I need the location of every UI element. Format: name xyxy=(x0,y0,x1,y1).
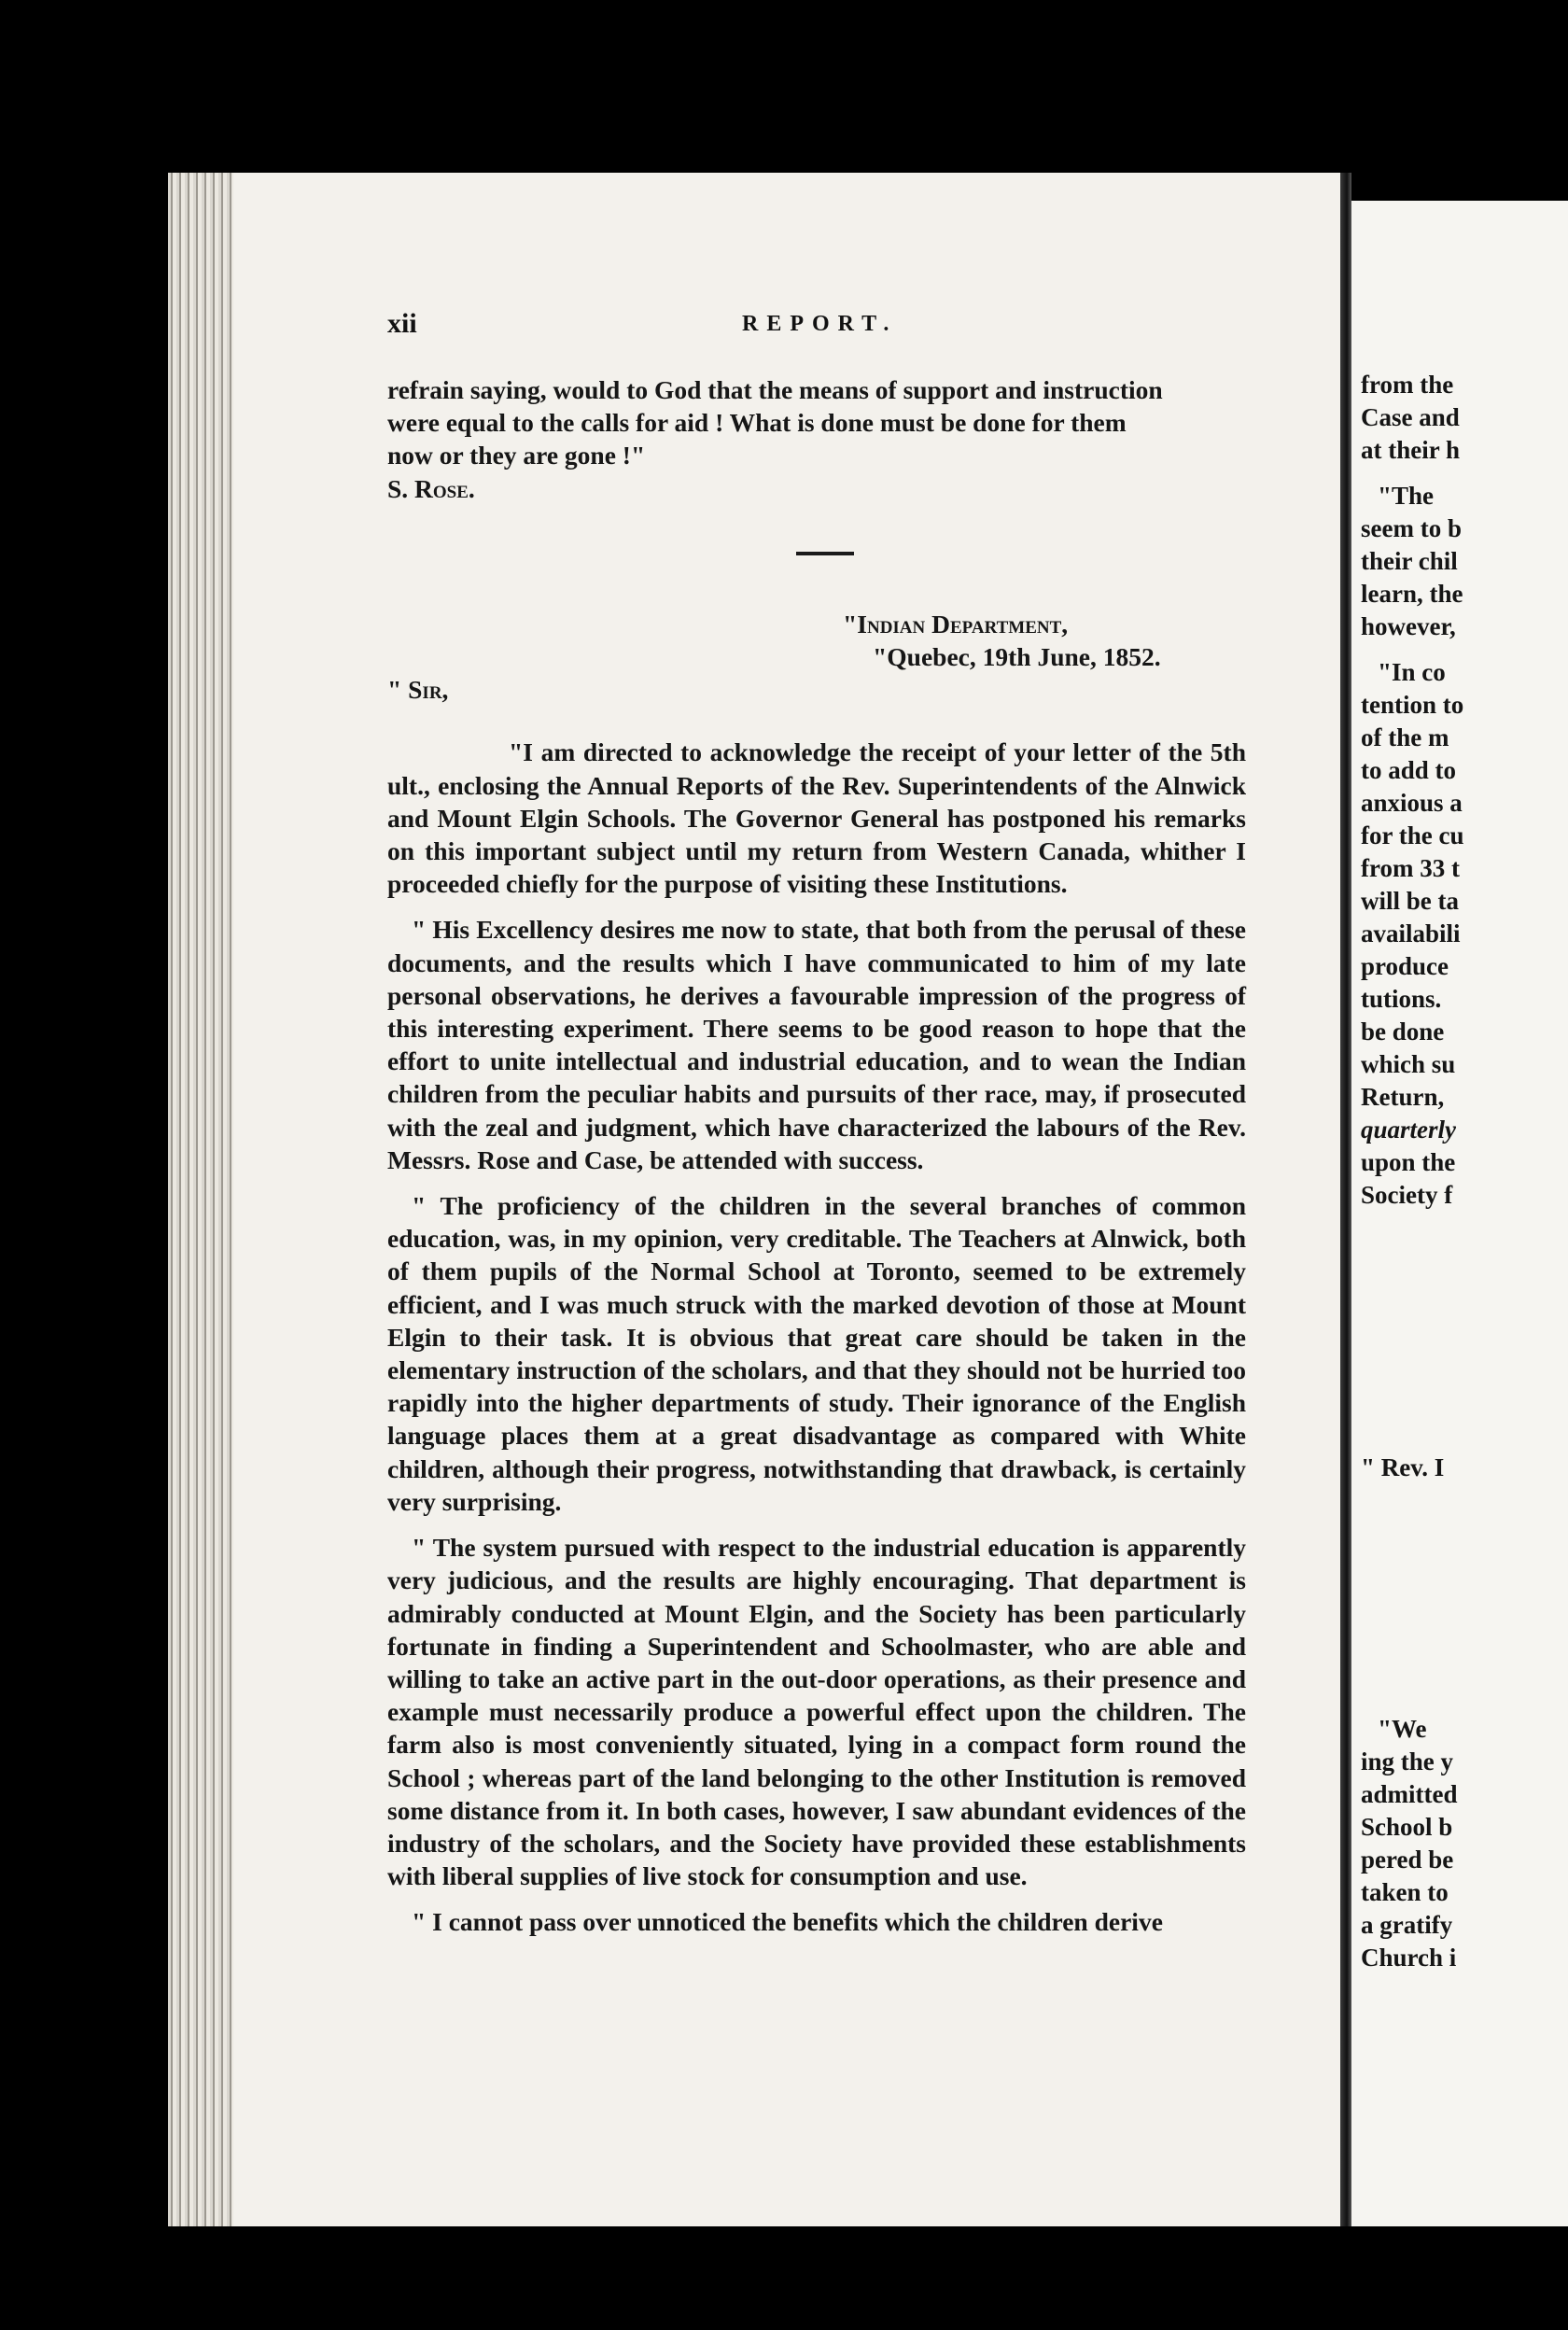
fragment-line: of the m xyxy=(1361,723,1449,751)
fragment-line: Society f xyxy=(1361,1181,1453,1209)
fragment-line: will be ta xyxy=(1361,887,1459,915)
fragment-line: anxious a xyxy=(1361,789,1463,817)
fragment-line: tention to xyxy=(1361,691,1464,719)
right-page-text-bottom xyxy=(1361,1713,1458,1974)
fragment-line: pered be xyxy=(1361,1846,1454,1874)
fragment-line: upon the xyxy=(1361,1148,1456,1176)
fragment-line: taken to xyxy=(1361,1878,1449,1906)
signature: S. Rose. xyxy=(387,473,475,503)
salutation: " Sir, xyxy=(387,675,449,705)
fragment-line: quarterly xyxy=(1361,1116,1457,1144)
paragraph: " The proficiency of the children in the several branches of common education, was, in my opinion, very creditable. The Teachers at Alnwick, both of them pupils of the Normal School at Toronto, seemed to be extremely efficient, and I was much struck with the marked devotion of those at Mount Elgin to their task. It is obvious that great care should be taken in the elementary instruction of the scholars, and that they should not be hurried too rapidly into the higher departments of study. Their ignorance of the English language places them at a great disadvantage as compared with White children, although their progress, notwithstanding that drawback, is certainly very surprising. xyxy=(387,1191,1246,1516)
fragment-line: School b xyxy=(1361,1813,1453,1841)
fragment-line: seem to b xyxy=(1361,514,1462,542)
page-number: xii xyxy=(387,308,417,339)
fragment-line: at their h xyxy=(1361,436,1460,464)
letter-address xyxy=(387,608,1246,673)
letter-one-line: were equal to the calls for aid ! What is done must be done for them xyxy=(387,408,1127,438)
paragraph: "I am directed to acknowledge the receipt of your letter of the 5th ult., enclosing the Annual Reports of the Rev. Superintendents of the Alnwick and Mount Elgin Schools. The Governor General has postponed his remarks on this important subject until my return from Western Canada, whither I proceeded chiefly for the purpose of visiting these Institutions. xyxy=(387,737,1246,899)
fragment-line: availabili xyxy=(1361,919,1461,947)
fragment-line: "The xyxy=(1378,482,1434,510)
address-line-date: "Quebec, 19th June, 1852. xyxy=(873,642,1161,672)
book-gutter xyxy=(1340,173,1351,2226)
fragment-line: a gratify xyxy=(1361,1911,1453,1939)
letter-one-line: now or they are gone !" xyxy=(387,441,646,470)
address-line-department: "Indian Department, xyxy=(843,609,1069,639)
fragment-line: ing the y xyxy=(1361,1748,1454,1776)
fragment-line: to add to xyxy=(1361,756,1457,784)
fragment-line: Return, xyxy=(1361,1083,1445,1111)
fragment-line: their chil xyxy=(1361,547,1458,575)
section-divider xyxy=(796,552,854,555)
fragment-line: "In co xyxy=(1378,658,1446,686)
fragment-line: "We xyxy=(1378,1715,1427,1743)
paragraph: " His Excellency desires me now to state, that both from the perusal of these documents, and the results which I have communicated to him of my late personal observations, he derives a favourable impression of the progress of this interesting experiment. There seems to be good reason to hope that the effort to unite intellectual and industrial education, and to wean the Indian children from the peculiar habits and pursuits of ther race, may, if prosecuted with the zeal and judgment, which have characterized the labours of the Rev. Messrs. Rose and Case, be attended with success. xyxy=(387,915,1246,1174)
fragment-line: Church i xyxy=(1361,1944,1457,1972)
fragment-line: " Rev. I xyxy=(1361,1453,1445,1481)
fragment-line: for the cu xyxy=(1361,821,1464,849)
fragment-line: produce xyxy=(1361,952,1449,980)
paragraph: " I cannot pass over unnoticed the benefits which the children derive xyxy=(412,1907,1163,1937)
fragment-line: learn, the xyxy=(1361,580,1463,608)
fragment-line: be done xyxy=(1361,1018,1445,1046)
fragment-line: tutions. xyxy=(1361,985,1442,1013)
fragment-line: from 33 t xyxy=(1361,854,1460,882)
fragment-line: from the xyxy=(1361,371,1454,399)
paragraph: " The system pursued with respect to the industrial education is apparently very judicious, and the results are highly encouraging. That department is admirably conducted at Mount Elgin, and the Society has been particularly fortunate in finding a Superintendent and Schoolmaster, who are able and willing to take an active part in the out-door operations, as their presence and example must necessarily produce a powerful effect upon the children. The farm also is most conveniently situated, lying in a compact form round the School ; whereas part of the land belonging to the other Institution is removed some distance from it. In both cases, however, I saw abundant evidences of the industry of the scholars, and the Society have provided these establishments with liberal supplies of live stock for consumption and use. xyxy=(387,1533,1246,1891)
page-header xyxy=(387,308,1227,345)
letter-one-line: refrain saying, would to God that the means of support and instruction xyxy=(387,375,1163,404)
right-page xyxy=(1351,201,1568,2226)
main-text xyxy=(387,373,1246,1939)
fragment-line: however, xyxy=(1361,612,1456,640)
fragment-line: Case and xyxy=(1361,403,1460,431)
page-edges xyxy=(168,173,233,2226)
right-page-text xyxy=(1361,369,1463,1212)
fragment-line: which su xyxy=(1361,1050,1456,1078)
right-page-text-lower xyxy=(1361,1452,1444,1484)
running-head: REPORT. xyxy=(742,312,898,336)
fragment-line: admitted xyxy=(1361,1780,1458,1808)
